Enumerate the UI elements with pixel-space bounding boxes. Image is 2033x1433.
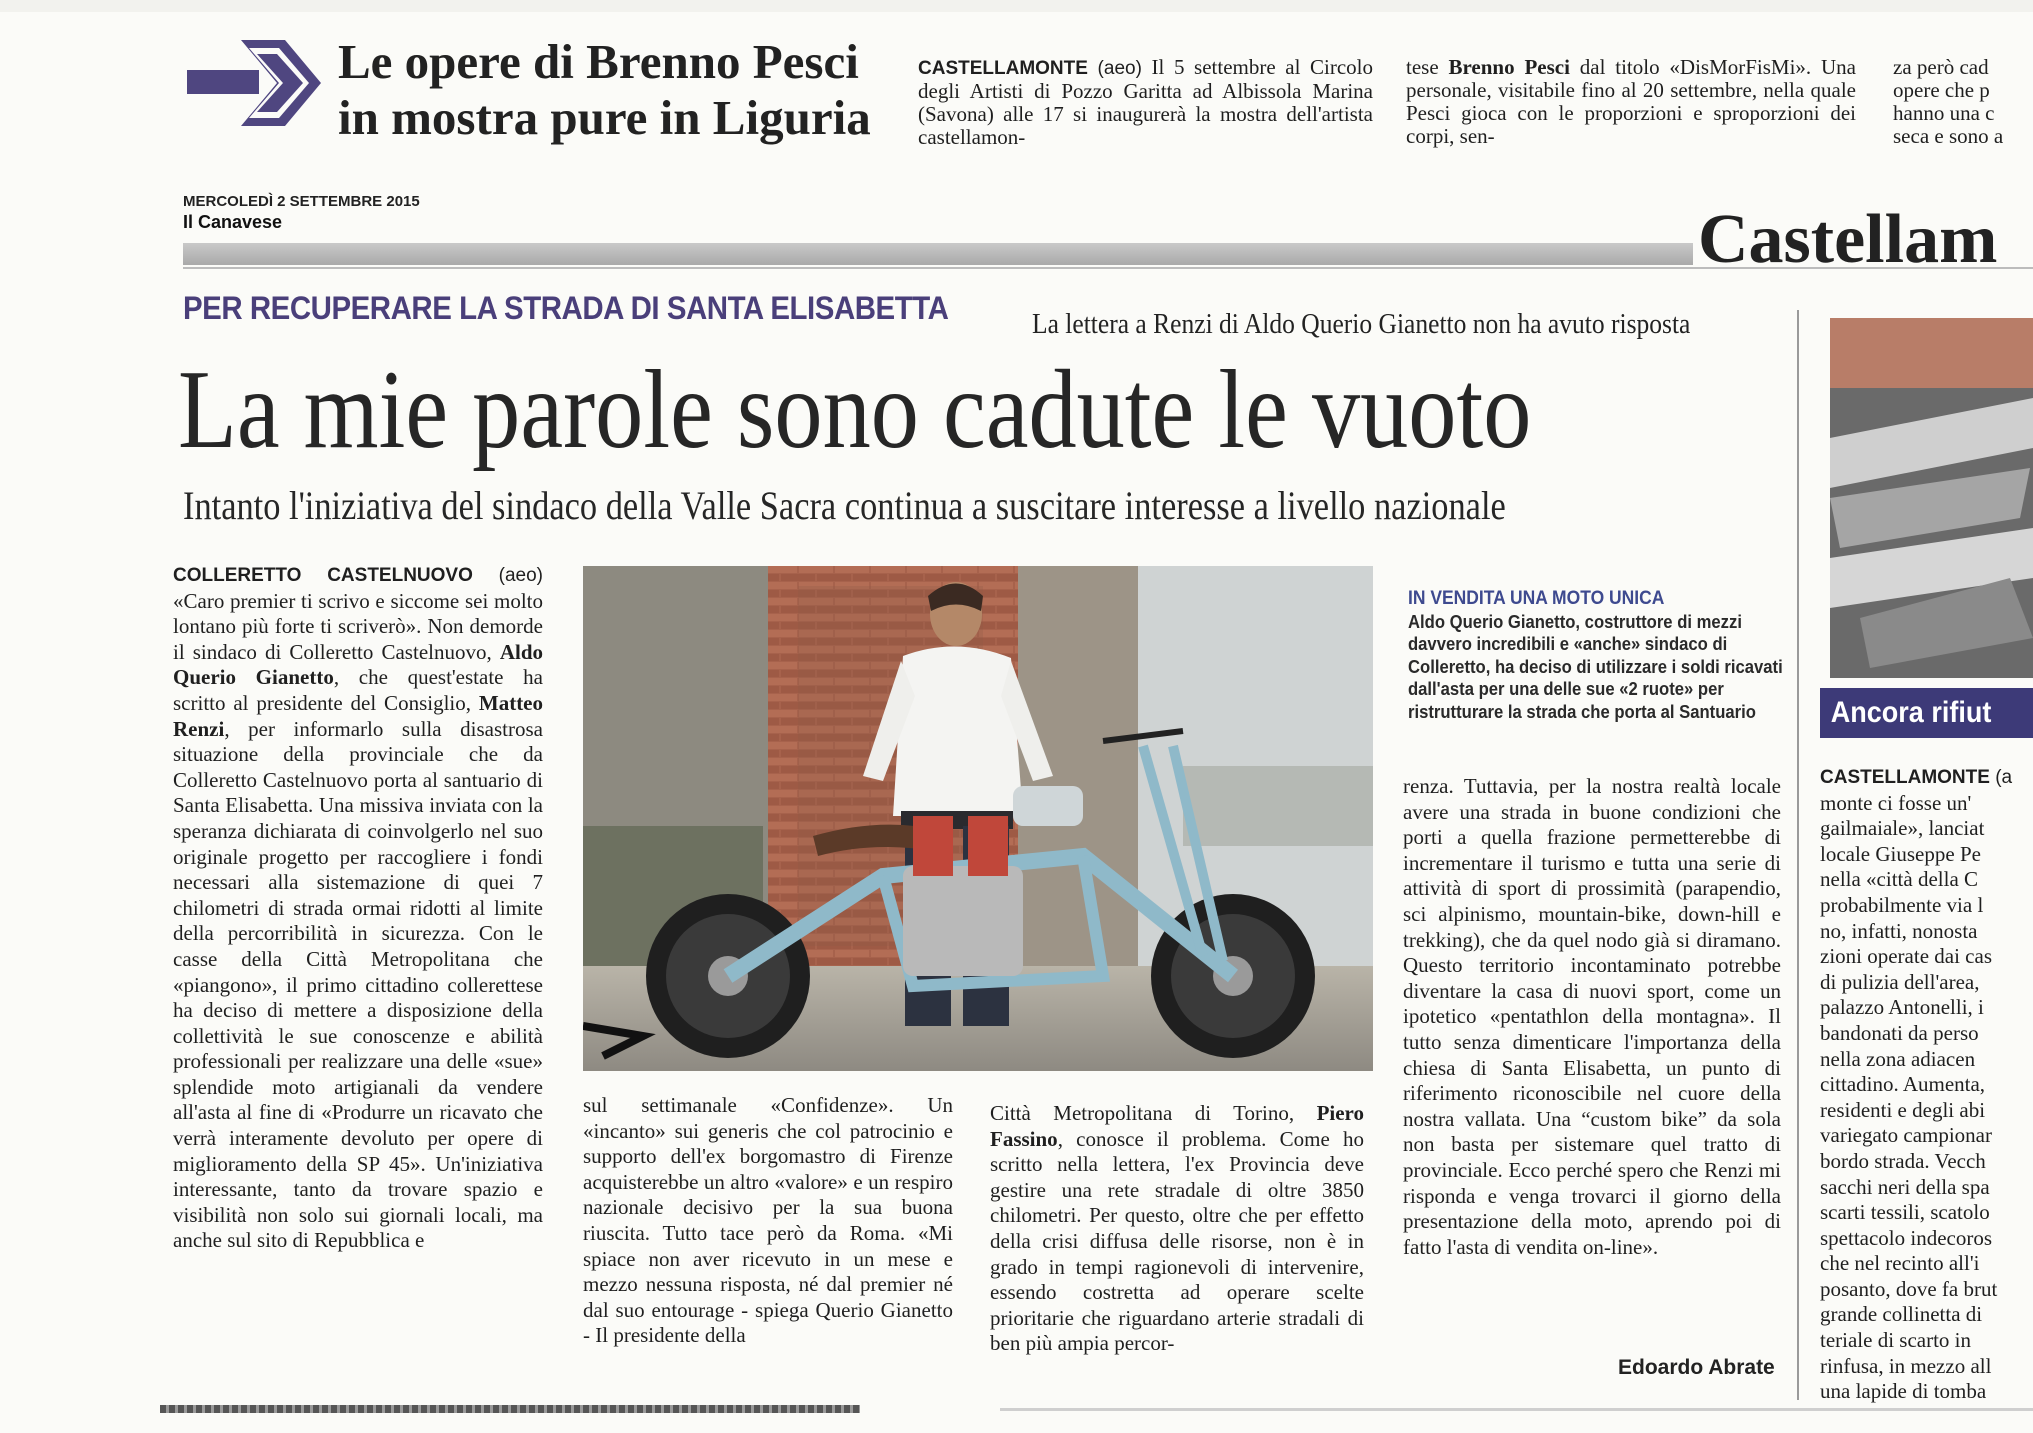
newspaper-name: Il Canavese xyxy=(183,212,283,232)
side-line: nella zona adiacen xyxy=(1820,1046,1976,1071)
col1-name2: Matteo Renzi xyxy=(173,690,544,741)
teaser-headline-line1: Le opere di Brenno Pesci xyxy=(338,34,859,89)
article-col-4 xyxy=(1403,774,1781,1260)
side-line: gailmaiale», lanciat xyxy=(1820,816,1985,841)
side-line: bandonati da perso xyxy=(1820,1020,1979,1045)
col3-p2: , conosce il problema. Come ho scritto nella lettera, l'ex Provincia deve gestire una rete stradale di oltre 3850 chilometri. Per questo, oltre che per effetto della crisi diffusa delle risorse, non è in grado in tempi ragionevoli di intervenire, essendo costretta ad operare scelte prioritarie che riguardano arterie stradali di ben più ampia percor- xyxy=(990,1126,1364,1356)
teaser-col3-line: za però cad xyxy=(1893,56,1989,79)
teaser-col3-line: hanno una c xyxy=(1893,101,1995,125)
article-dateline: COLLERETTO CASTELNUOVO xyxy=(173,565,473,586)
caption-kicker: IN VENDITA UNA MOTO UNICA xyxy=(1408,588,1665,609)
teaser-headline-line2: in mostra pure in Liguria xyxy=(338,90,871,145)
side-line: palazzo Antonelli, i xyxy=(1820,995,1984,1020)
side-line: nella «città della C xyxy=(1820,867,1979,892)
teaser-col2-text-after: dal titolo «DisMorFisMi». Una personale, visitabile fino al 20 settembre, nella quale Pesci gioca con le proporzioni e sproporzioni dei corpi, sen- xyxy=(1406,55,1856,148)
side-line: grande collinetta di xyxy=(1820,1302,1983,1327)
side-line: spettacolo indecoros xyxy=(1820,1225,1993,1250)
article-headline: La mie parole sono cadute le vuoto xyxy=(178,348,1532,472)
page-date: MERCOLEDÌ 2 SETTEMBRE 2015 xyxy=(183,193,420,210)
article-col-3 xyxy=(990,1101,1364,1357)
side-line: posanto, dove fa brut xyxy=(1820,1276,1998,1301)
article-col-2 xyxy=(583,1093,953,1349)
side-line: cittadino. Aumenta, xyxy=(1820,1072,1986,1097)
side-line: che nel recinto all'i xyxy=(1820,1251,1980,1276)
col1-p2: , che quest'estate ha scritto al presidente del Consiglio, xyxy=(173,665,543,715)
teaser-arrow-icon xyxy=(183,36,323,130)
side-line: zioni operate dai cas xyxy=(1820,944,1992,969)
side-photo xyxy=(1830,318,2033,678)
side-line: sacchi neri della spa xyxy=(1820,1174,1990,1199)
teaser-col-2 xyxy=(1406,56,1856,148)
side-line: teriale di scarto in xyxy=(1820,1328,1972,1353)
col4-text: renza. Tuttavia, per la nostra realtà locale avere una strada in buone condizioni che porti a quella frazione permetterebbe di incrementare il turismo e tutta una serie di attività di sport di prossimità (parapendio, sci alpinismo, mountain-bike, down-hill e trekking), che da quel nodo già si diramano. Questo territorio incontaminato potrebbe diventare la casa di nuovi sport, come un ipotetico «pentathlon della montagna». Il tutto senza dimenticare l'importanza della chiesa di Santa Elisabetta, un punto di riferimento riconoscibile nel cuore della nostra vallata. Una “custom bike” da sola non basta per sistemare quel tratto di provinciale. Ecco perché spero che Renzi mi risponda e venga trovarci il giorno della presentazione della moto, aprendo poi di fatto l'asta di vendita on-line». xyxy=(1403,774,1781,1259)
side-article-text xyxy=(1820,764,2033,1405)
side-line: rinfusa, in mezzo all xyxy=(1820,1353,1992,1378)
col1-name1: Aldo Querio Gianetto xyxy=(173,639,544,690)
article-subheadline: Intanto l'iniziativa del sindaco della Valle Sacra continua a suscitare interesse a livello nazionale xyxy=(183,483,1506,528)
article-col-1 xyxy=(173,562,543,1254)
teaser-col3-line: opere che p xyxy=(1893,78,1990,102)
scan-edge xyxy=(0,0,2033,12)
photo-caption xyxy=(1408,588,1788,723)
bottom-rule-right xyxy=(1000,1408,2033,1411)
col1-p1: «Caro premier ti scrivo e siccome sei molto lontano più forte ti scriverò». Non demorde il sindaco di Colleretto Castelnuovo, xyxy=(173,588,543,664)
col3-name: Piero Fassino xyxy=(990,1101,1364,1151)
side-line: locale Giuseppe Pe xyxy=(1820,841,1981,866)
side-line: variegato campionar xyxy=(1820,1123,1992,1148)
side-line: scarti tessili, scatolo xyxy=(1820,1200,1990,1225)
side-line: residenti e degli abi xyxy=(1820,1097,1986,1122)
side-line: no, infatti, nonosta xyxy=(1820,918,1978,943)
article-byline: (aeo) xyxy=(498,565,543,586)
teaser-col2-text-before: tese xyxy=(1406,55,1439,79)
motorcycle-photo xyxy=(583,566,1373,1071)
teaser-byline: (aeo) xyxy=(1097,58,1142,79)
bottom-rule xyxy=(160,1405,860,1413)
teaser-dateline: CASTELLAMONTE xyxy=(918,58,1088,79)
caption-text: Aldo Querio Gianetto, costruttore di mezzi davvero incredibili e «anche» sindaco di Colleretto, ha deciso di utilizzare i soldi ricavati dall'asta per una delle sue «2 ruote» per ristrutturare la strada che porta al Santuario xyxy=(1408,610,1783,722)
article-kicker: PER RECUPERARE LA STRADA DI SANTA ELISABETTA xyxy=(183,290,949,326)
teaser-col-3 xyxy=(1893,56,2033,148)
teaser-col3-line: seca e sono a xyxy=(1893,124,2004,148)
side-line: di pulizia dell'area, xyxy=(1820,969,1980,994)
teaser-col2-name: Brenno Pesci xyxy=(1448,55,1570,79)
article-signature: Edoardo Abrate xyxy=(1618,1356,1775,1379)
side-dateline: CASTELLAMONTE xyxy=(1820,767,1990,788)
side-line: una lapide di tomba xyxy=(1820,1379,1987,1404)
col3-p1: Città Metropolitana di Torino, xyxy=(990,1101,1295,1125)
section-title: Castellam xyxy=(1698,201,1998,278)
col1-p3: , per informarlo sulla disastrosa situazione della provinciale che da Colleretto Castelnuovo porta al santuario di Santa Elisabetta. Una missiva inviata con la speranza dichiarata di coinvolgerlo nel suo originale progetto per raccogliere i fondi necessari alla sistemazione di quei 7 chilometri di strada ormai ridotti al limite della percorribilità in sicurezza. Con le casse della Città Metropolitana che «piangono», il primo cittadino collerettese ha deciso di mettere a disposizione della collettività le sue conoscenze e abilità professionali per realizzare una delle «sue» splendide moto artigianali da vendere all'asta al fine di «Produrre un ricavato che verrà interamente devoluto per opere di miglioramento della SP 45». Un'iniziativa interessante, tanto da trovare spazio e visibilità non solo sui giornali locali, ma anche sul sito di Repubblica e xyxy=(173,716,543,1253)
side-kicker-box xyxy=(1820,688,2033,738)
article-kicker-sub: La lettera a Renzi di Aldo Querio Gianetto non ha avuto risposta xyxy=(1032,308,1691,340)
header-rule xyxy=(183,243,1693,265)
side-line: probabilmente via l xyxy=(1820,892,1984,917)
teaser-col-1 xyxy=(918,56,1373,149)
side-byline: (a xyxy=(1995,767,2013,788)
column-rule xyxy=(1797,310,1799,1400)
side-kicker: Ancora rifiut xyxy=(1830,696,1992,729)
teaser-headline xyxy=(338,34,871,146)
side-line: monte ci fosse un' xyxy=(1820,790,1972,815)
side-line: bordo strada. Vecch xyxy=(1820,1148,1986,1173)
col2-text: sul settimanale «Confidenze». Un «incanto» sui generis che col patrocinio e supporto dell'ex borgomastro di Firenze acquisterebbe un altro «valore» e un respiro nazionale decisivo per la sua buona riuscita. Tutto tace però da Roma. «Mi spiace non aver ricevuto in un mese e mezzo nessuna risposta, né dal premier né dal suo entourage - spiega Querio Gianetto - Il presidente della xyxy=(583,1093,953,1348)
teaser-col1-text: Il 5 settembre al Circolo degli Artisti di Pozzo Garitta ad Albissola Marina (Savona) alle 17 si inaugurerà la mostra dell'artista castellamon- xyxy=(918,55,1374,149)
